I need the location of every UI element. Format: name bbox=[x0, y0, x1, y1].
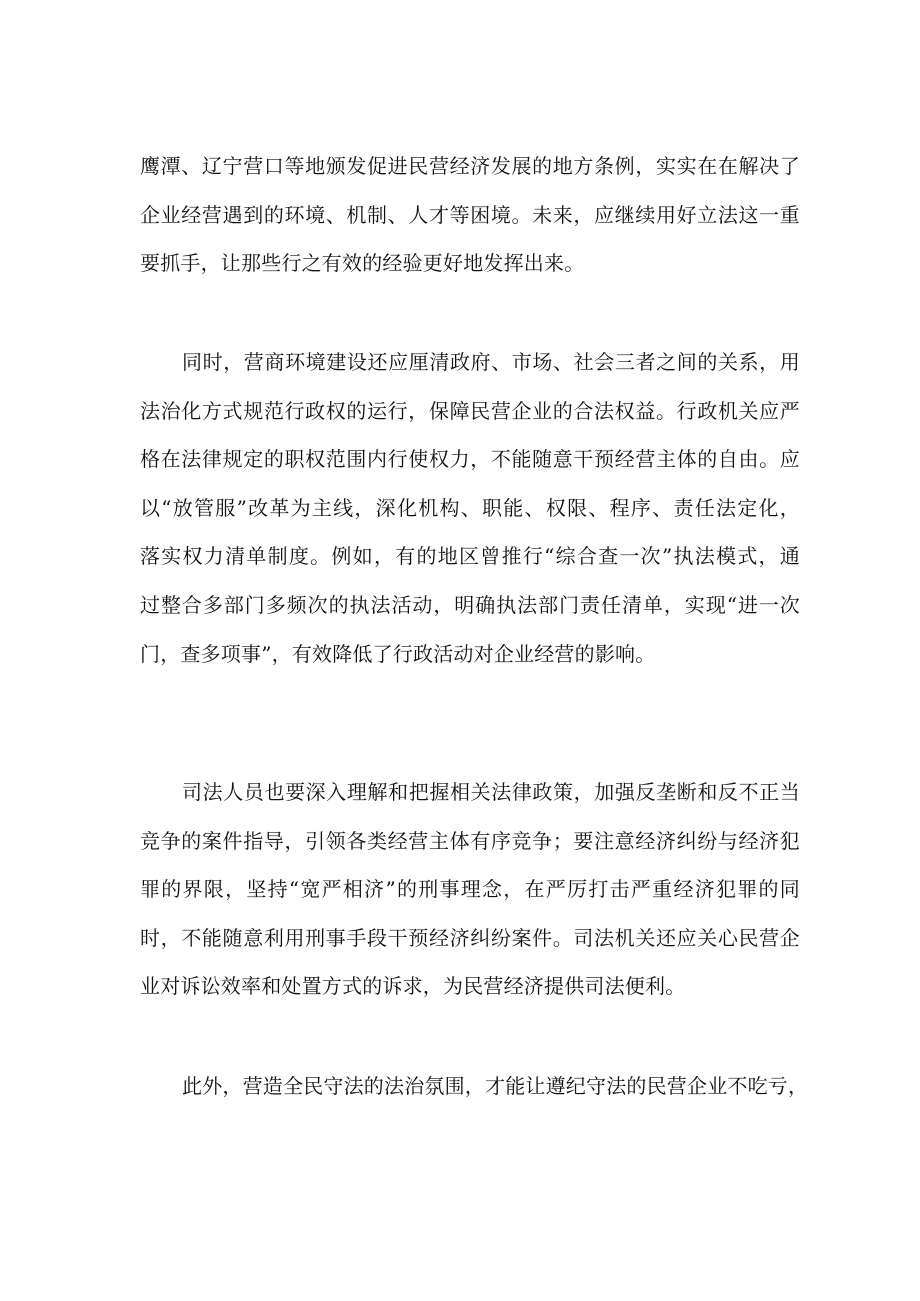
paragraph-line: 法治化方式规范行政权的运行，保障民营企业的合法权益。行政机关应严 bbox=[140, 398, 800, 423]
paragraph-line: 鹰潭、辽宁营口等地颁发促进民营经济发展的地方条例，实实在在解决了 bbox=[140, 154, 800, 178]
paragraph-line: 竞争的案件指导，引领各类经营主体有序竞争；要注意经济纠纷与经济犯 bbox=[140, 828, 800, 853]
paragraph-line: 过整合多部门多频次的执法活动，明确执法部门责任清单，实现“进一次 bbox=[140, 592, 800, 617]
paragraph-line: 要抓手，让那些行之有效的经验更好地发挥出来。 bbox=[140, 251, 585, 276]
paragraph-line: 时，不能随意利用刑事手段干预经济纠纷案件。司法机关还应关心民营企 bbox=[140, 925, 800, 950]
paragraph-3 bbox=[140, 768, 800, 1011]
paragraph-line: 以“放管服”改革为主线，深化机构、职能、权限、程序、责任法定化， bbox=[140, 495, 800, 520]
paragraph-line: 格在法律规定的职权范围内行使权力，不能随意干预经营主体的自由。应 bbox=[140, 447, 800, 472]
paragraph-2 bbox=[140, 338, 800, 678]
paragraph-line: 业对诉讼效率和处置方式的诉求，为民营经济提供司法便利。 bbox=[140, 974, 686, 999]
paragraph-line: 企业经营遇到的环境、机制、人才等困境。未来，应继续用好立法这一重 bbox=[140, 202, 800, 227]
paragraph-line: 落实权力清单制度。例如，有的地区曾推行“综合查一次”执法模式，通 bbox=[140, 544, 800, 569]
paragraph-line: 同时，营商环境建设还应厘清政府、市场、社会三者之间的关系，用 bbox=[182, 350, 800, 374]
paragraph-line: 司法人员也要深入理解和把握相关法律政策，加强反垄断和反不正当 bbox=[182, 780, 800, 804]
paragraph-line: 门，查多项事”，有效降低了行政活动对企业经营的影响。 bbox=[140, 641, 656, 666]
paragraph-line: 罪的界限，坚持“宽严相济”的刑事理念，在严厉打击严重经济犯罪的同 bbox=[140, 877, 800, 902]
paragraph-1 bbox=[140, 142, 800, 288]
paragraph-line: 此外，营造全民守法的法治氛围，才能让遵纪守法的民营企业不吃亏， bbox=[182, 1074, 809, 1098]
paragraph-4 bbox=[140, 1062, 809, 1111]
